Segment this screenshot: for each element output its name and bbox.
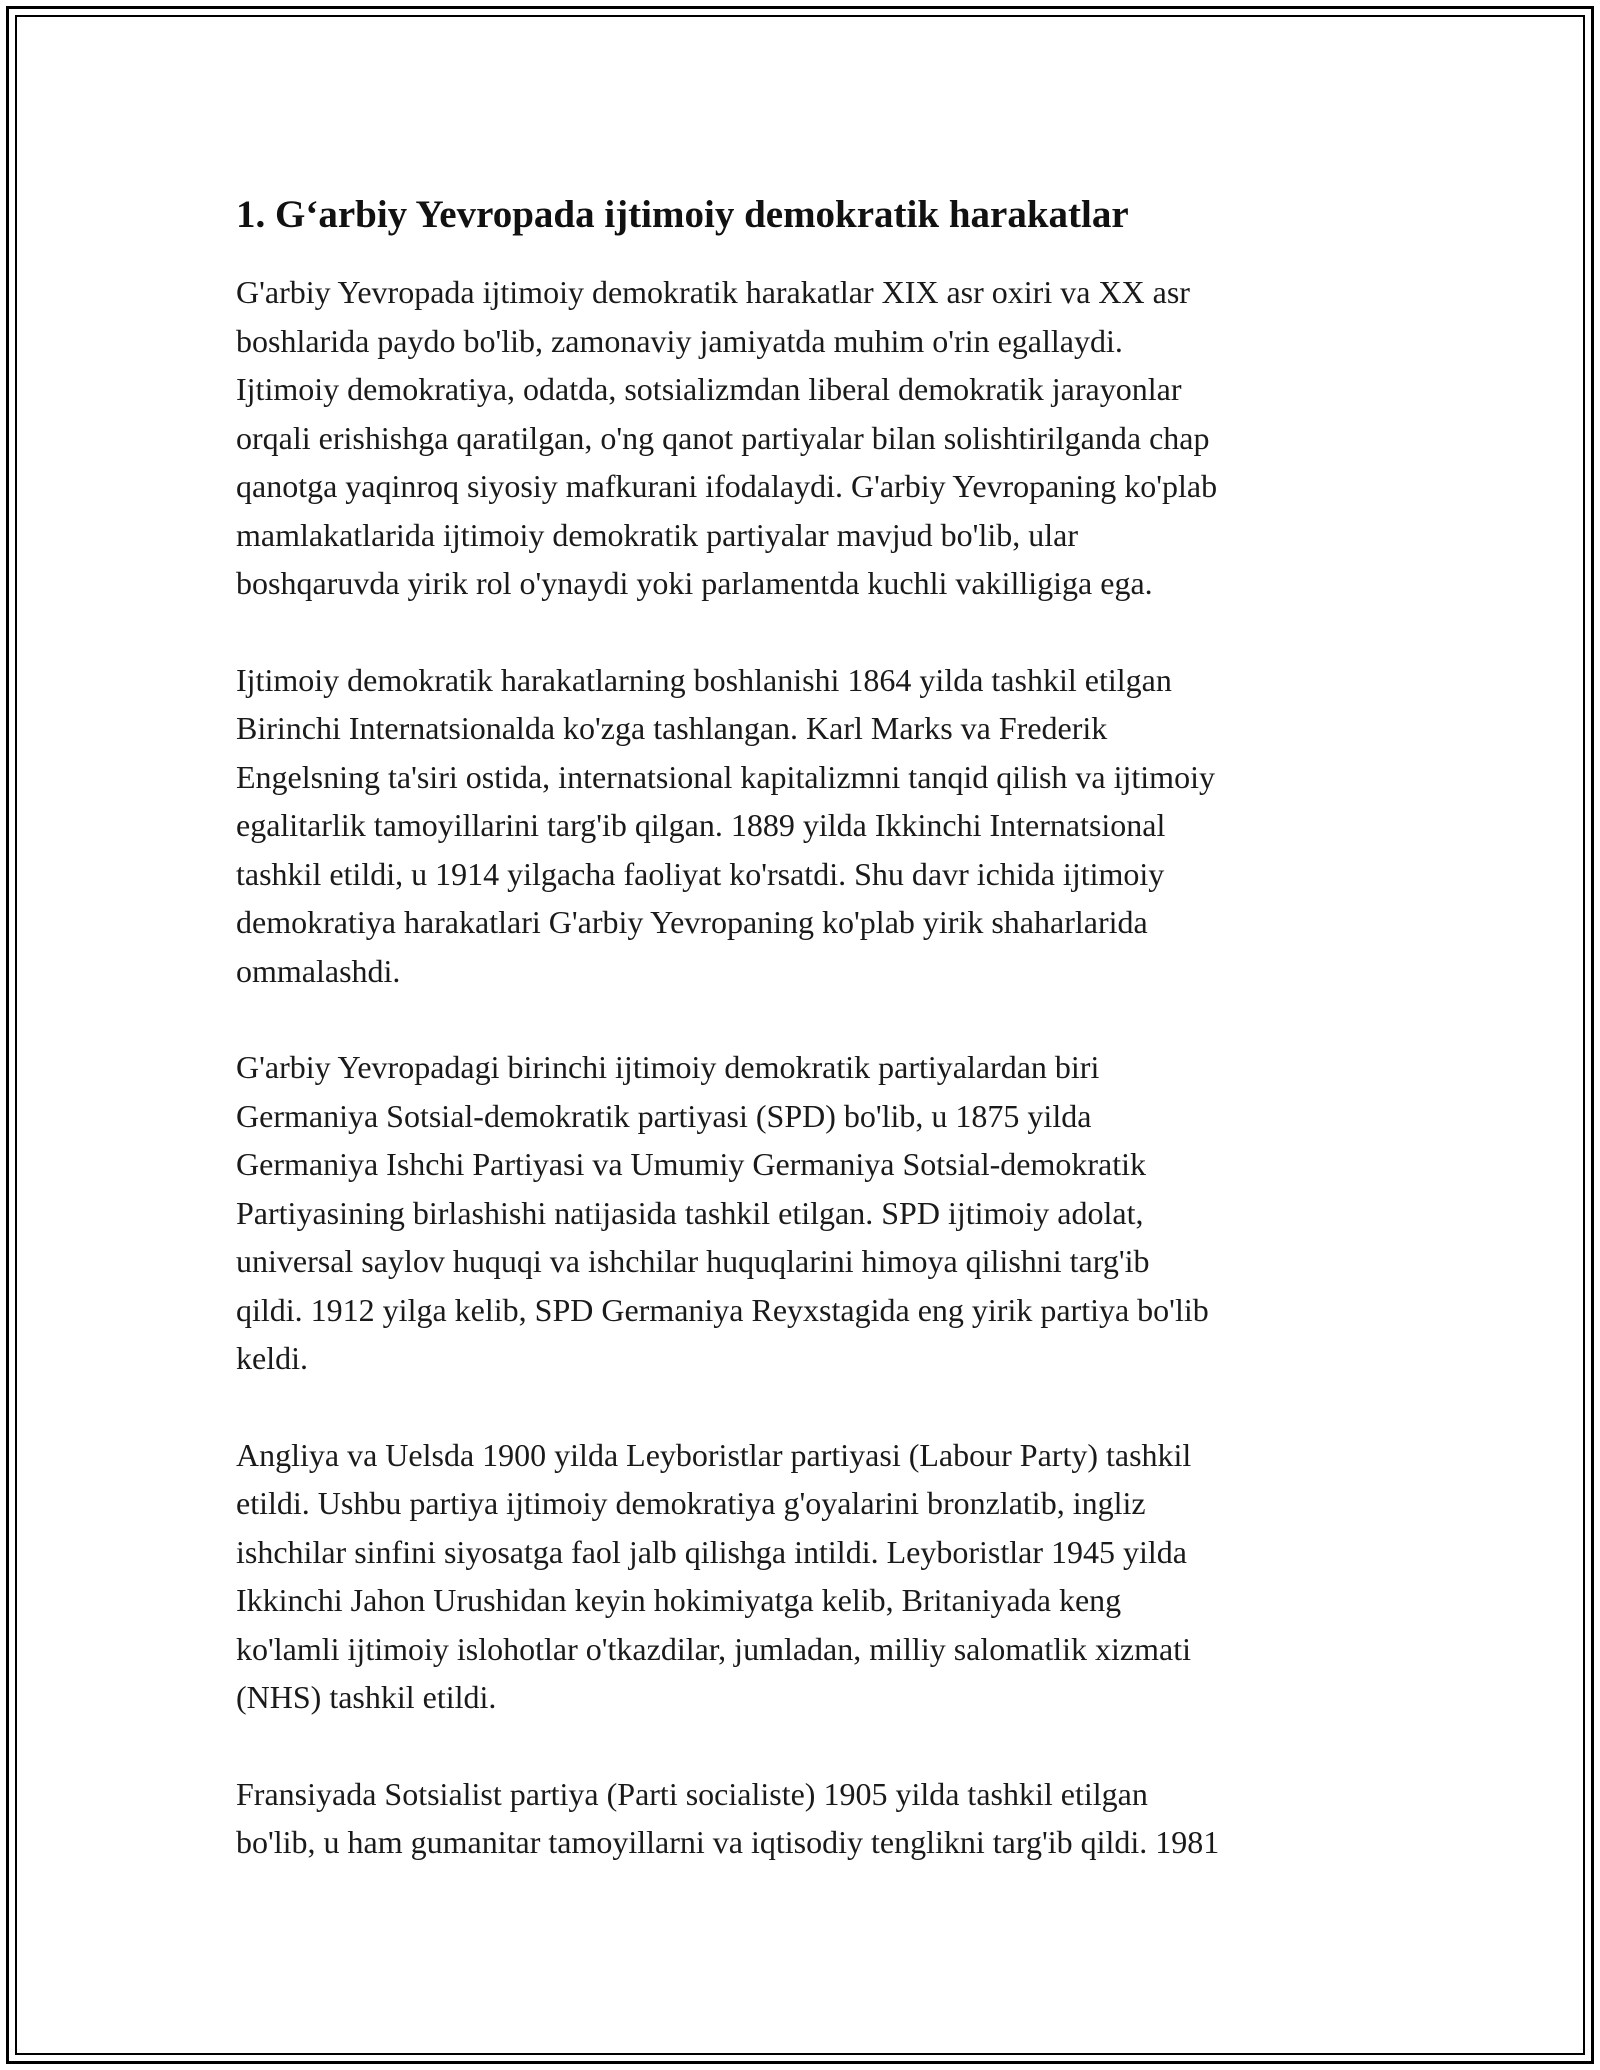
text-line: Ijtimoiy demokratik harakatlarning boshlanishi 1864 yilda tashkil etilgan <box>236 661 1172 698</box>
text-line: Fransiyada Sotsialist partiya (Parti socialiste) 1905 yilda tashkil etilgan <box>236 1775 1148 1812</box>
text-line: boshqaruvda yirik rol o'ynaydi yoki parlamentda kuchli vakilligiga ega. <box>236 565 1153 601</box>
text-line: qildi. 1912 yilga kelib, SPD Germaniya Reyxstagida eng yirik partiya bo'lib <box>236 1291 1209 1328</box>
text-line: orqali erishishga qaratilgan, o'ng qanot partiyalar bilan solishtirilganda chap <box>236 419 1210 456</box>
text-line: Engelsning ta'siri ostida, internatsional kapitalizmni tanqid qilish va ijtimoiy <box>236 758 1215 795</box>
text-line: Angliya va Uelsda 1900 yilda Leyboristlar partiyasi (Labour Party) tashkil <box>236 1436 1192 1473</box>
text-line: universal saylov huquqi va ishchilar huquqlarini himoya qilishni targ'ib <box>236 1243 1150 1279</box>
text-line: G'arbiy Yevropada ijtimoiy demokratik harakatlar XIX asr oxiri va XX asr <box>236 274 1190 310</box>
text-line: qanotga yaqinroq siyosiy mafkurani ifodalaydi. G'arbiy Yevropaning ko'plab <box>236 468 1218 504</box>
text-line: ishchilar sinfini siyosatga faol jalb qilishga intildi. Leyboristlar 1945 yilda <box>236 1533 1187 1570</box>
section-heading: 1. G‘arbiy Yevropada ijtimoiy demokratik harakatlar <box>236 193 1129 236</box>
text-line: Ijtimoiy demokratiya, odatda, sotsializmdan liberal demokratik jarayonlar <box>236 371 1182 407</box>
paragraph-2 <box>236 656 1386 996</box>
paragraph-3 <box>236 1043 1386 1383</box>
text-line: bo'lib, u ham gumanitar tamoyillarni va iqtisodiy tenglikni targ'ib qildi. 1981 <box>236 1824 1220 1860</box>
document-body <box>236 188 1386 1915</box>
text-line: ko'lamli ijtimoiy islohotlar o'tkazdilar, jumladan, milliy salomatlik xizmati <box>236 1630 1191 1667</box>
text-line: etildi. Ushbu partiya ijtimoiy demokratiya g'oyalarini bronzlatib, ingliz <box>236 1485 1146 1521</box>
text-line: boshlarida paydo bo'lib, zamonaviy jamiyatda muhim o'rin egallaydi. <box>236 322 1123 359</box>
text-line: ommalashdi. <box>236 952 401 989</box>
text-line: Birinchi Internatsionalda ko'zga tashlangan. Karl Marks va Frederik <box>236 710 1108 746</box>
paragraph-4 <box>236 1431 1386 1722</box>
text-line: Germaniya Ishchi Partiyasi va Umumiy Germaniya Sotsial-demokratik <box>236 1146 1146 1182</box>
text-line: Germaniya Sotsial-demokratik partiyasi (SPD) bo'lib, u 1875 yilda <box>236 1097 1092 1134</box>
text-line: keldi. <box>236 1340 308 1376</box>
text-line: egalitarlik tamoyillarini targ'ib qilgan. 1889 yilda Ikkinchi Internatsional <box>236 807 1166 843</box>
paragraph-1 <box>236 268 1386 608</box>
text-line: G'arbiy Yevropadagi birinchi ijtimoiy demokratik partiyalardan biri <box>236 1049 1100 1085</box>
paragraph-5 <box>236 1770 1386 1867</box>
text-line: Ikkinchi Jahon Urushidan keyin hokimiyatga kelib, Britaniyada keng <box>236 1582 1122 1618</box>
text-line: tashkil etildi, u 1914 yilgacha faoliyat ko'rsatdi. Shu davr ichida ijtimoiy <box>236 855 1165 892</box>
text-line: demokratiya harakatlari G'arbiy Yevropaning ko'plab yirik shaharlarida <box>236 904 1148 940</box>
text-line: (NHS) tashkil etildi. <box>236 1679 497 1715</box>
text-line: Partiyasining birlashishi natijasida tashkil etilgan. SPD ijtimoiy adolat, <box>236 1194 1144 1231</box>
text-line: mamlakatlarida ijtimoiy demokratik partiyalar mavjud bo'lib, ular <box>236 516 1078 553</box>
